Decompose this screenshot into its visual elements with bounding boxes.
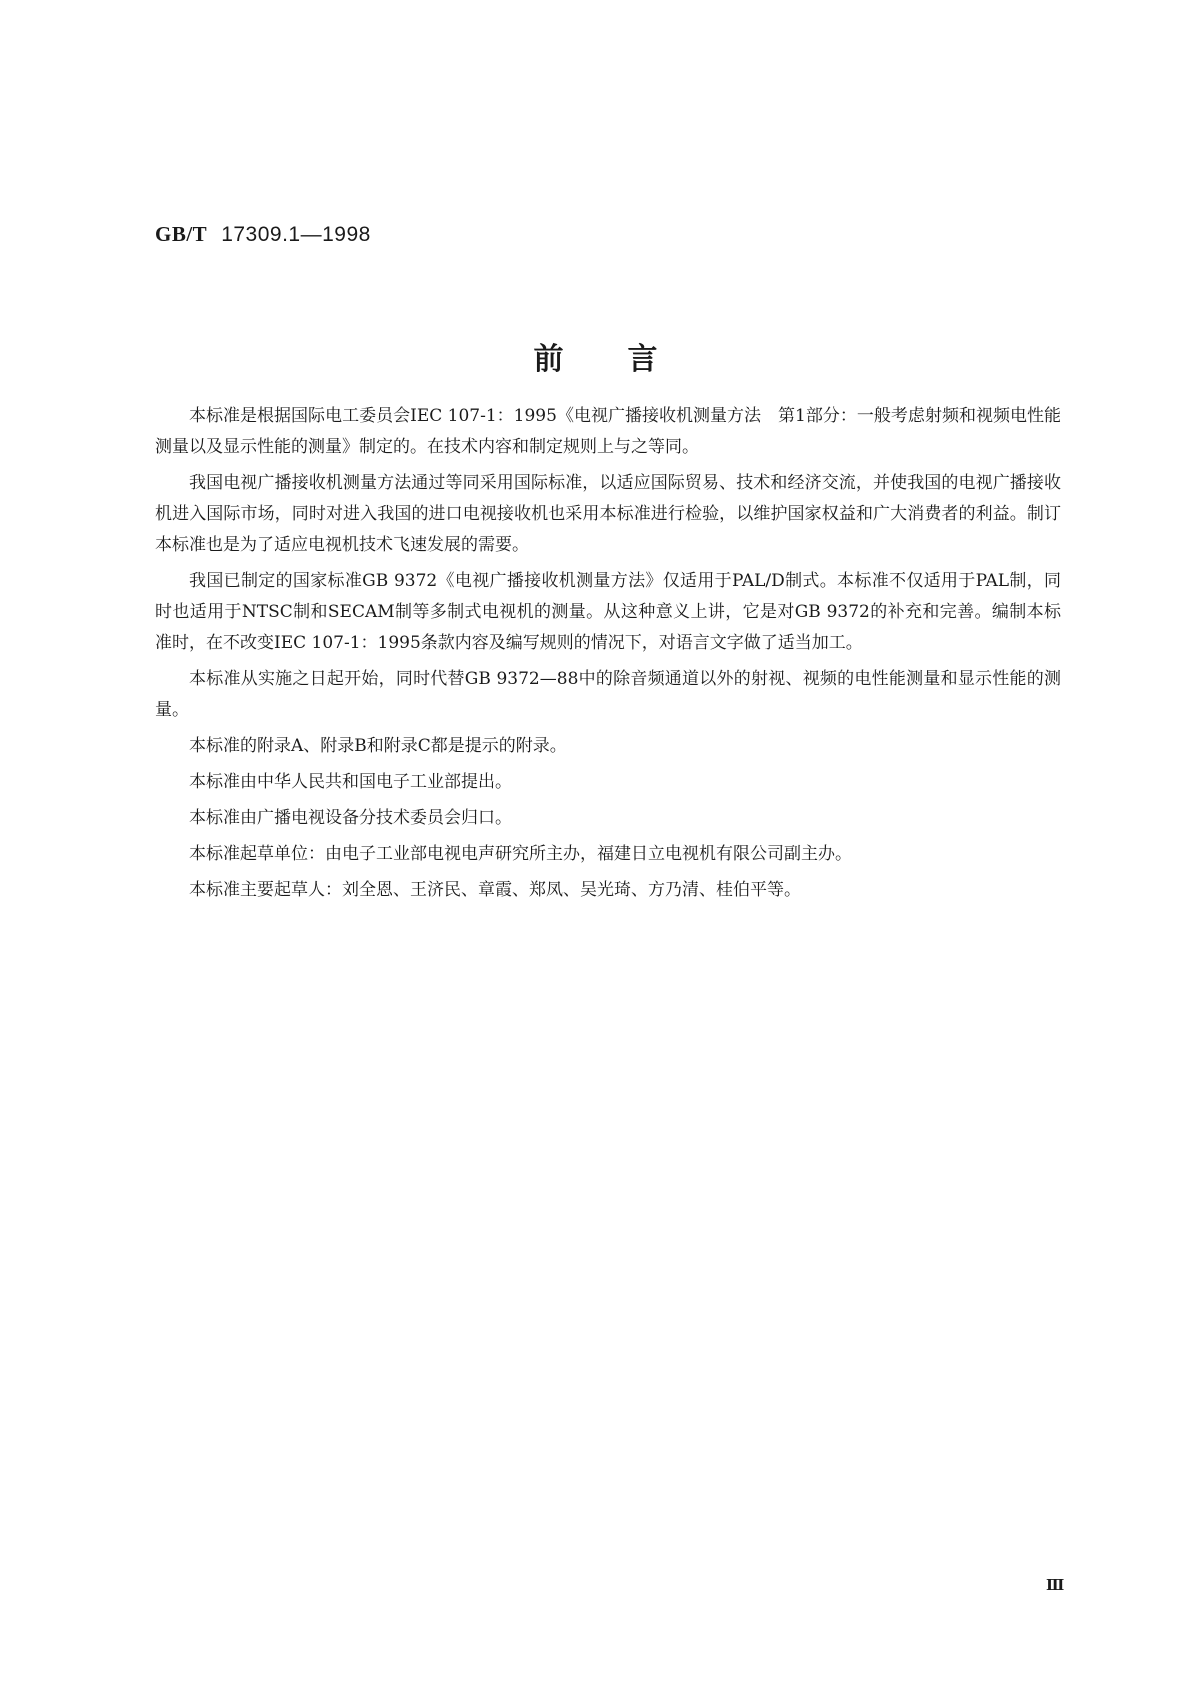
document-identifier bbox=[155, 222, 371, 247]
foreword-body bbox=[155, 401, 1061, 911]
paragraph: 本标准从实施之日起开始，同时代替GB 9372—88中的除音频通道以外的射视、视频的电性能测量和显示性能的测量。 bbox=[155, 669, 1061, 720]
standard-prefix: GB/T bbox=[155, 222, 208, 246]
page-number: Ⅲ bbox=[1046, 1578, 1065, 1594]
paragraph: 本标准由广播电视设备分技术委员会归口。 bbox=[189, 808, 512, 828]
paragraph: 本标准的附录A、附录B和附录C都是提示的附录。 bbox=[189, 736, 567, 756]
paragraph: 本标准主要起草人：刘全恩、王济民、章霞、郑凤、吴光琦、方乃清、桂伯平等。 bbox=[189, 880, 801, 900]
paragraph: 我国电视广播接收机测量方法通过等同采用国际标准，以适应国际贸易、技术和经济交流，并使我国的电视广播接收机进入国际市场，同时对进入我国的进口电视接收机也采用本标准进行检验，以维护国家权益和广大消费者的利益。制订本标准也是为了适应电视机技术飞速发展的需要。 bbox=[155, 473, 1061, 555]
standard-number: 17309.1—1998 bbox=[221, 223, 371, 246]
paragraph: 本标准是根据国际电工委员会IEC 107-1：1995《电视广播接收机测量方法 第1部分：一般考虑射频和视频电性能测量以及显示性能的测量》制定的。在技术内容和制定规则上与之等同。 bbox=[155, 406, 1061, 457]
paragraph: 我国已制定的国家标准GB 9372《电视广播接收机测量方法》仅适用于PAL/D制式。本标准不仅适用于PAL制，同时也适用于NTSC制和SECAM制等多制式电视机的测量。从这种意义上讲，它是对GB 9372的补充和完善。编制本标准时，在不改变IEC 107-1：1995条款内容及编写规则的情况下，对语言文字做了适当加工。 bbox=[155, 571, 1061, 653]
page-title: 前言 bbox=[533, 342, 722, 377]
paragraph: 本标准由中华人民共和国电子工业部提出。 bbox=[189, 772, 512, 792]
paragraph: 本标准起草单位：由电子工业部电视电声研究所主办，福建日立电视机有限公司副主办。 bbox=[189, 844, 852, 864]
